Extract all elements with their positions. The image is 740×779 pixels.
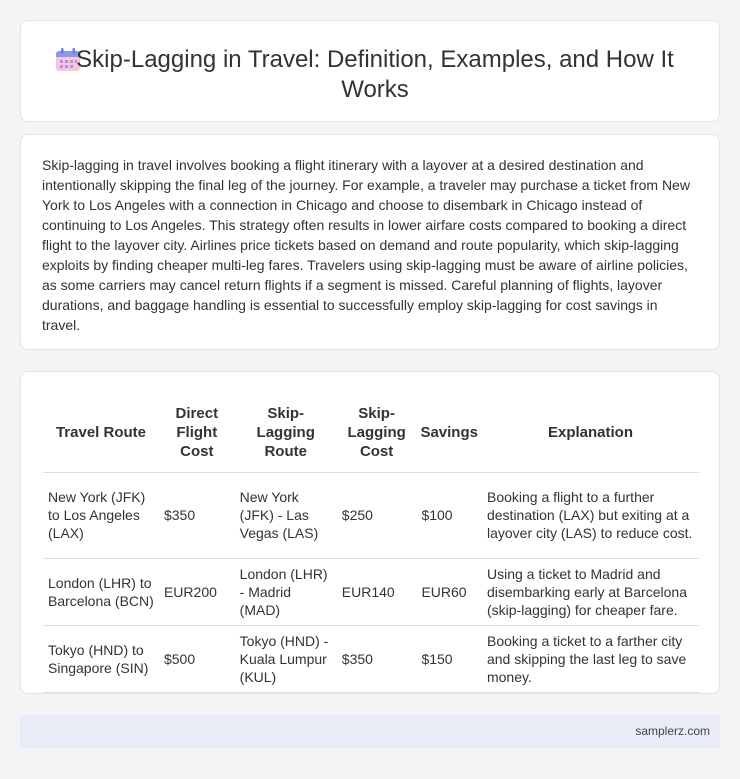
page-title: Skip-Lagging in Travel: Definition, Examples, and How It Works <box>76 46 674 103</box>
intro-paragraph: Skip-lagging in travel involves booking a flight itinerary with a layover at a desired destination and intentionally skipping the final leg of the journey. For example, a traveler may purchase a ticket from New York to Los Angeles with a connection in Chicago and choose to disembark in Chicago instead of continuing to Los Angeles. This strategy often results in lower airfare costs compared to booking a direct flight to the layover city. Airlines price tickets based on demand and route popularity, which skip-lagging exploits by finding cheaper multi-leg fares. Travelers using skip-lagging must be aware of airline policies, as some carriers may cancel return flights if a segment is missed. Careful planning of flights, layover durations, and baggage handling is essential to successfully employ skip-lagging for cost savings in travel. <box>42 157 690 333</box>
cell-skip-lagging-route: Tokyo (HND) - Kuala Lumpur (KUL) <box>235 625 337 692</box>
cell-savings: $150 <box>416 625 482 692</box>
cell-direct-flight-cost: EUR200 <box>159 558 235 625</box>
intro-card <box>20 134 720 350</box>
cell-explanation: Booking a ticket to a farther city and skipping the last leg to save money. <box>482 625 699 692</box>
header-direct-flight-cost: Direct Flight Cost <box>159 392 235 472</box>
footer-bar <box>20 715 720 748</box>
footer-site-link[interactable]: samplerz.com <box>635 724 710 738</box>
cell-explanation: Booking a flight to a further destination (LAX) but exiting at a layover city (LAS) to reduce cost. <box>482 472 699 558</box>
cell-travel-route: New York (JFK) to Los Angeles (LAX) <box>43 472 159 558</box>
header-explanation: Explanation <box>482 392 699 472</box>
table-row <box>43 472 699 558</box>
comparison-table <box>43 392 699 693</box>
header-skip-lagging-route: Skip-Lagging Route <box>235 392 337 472</box>
title-card <box>20 20 720 122</box>
cell-skip-lagging-cost: $250 <box>337 472 417 558</box>
cell-savings: EUR60 <box>416 558 482 625</box>
cell-travel-route: London (LHR) to Barcelona (BCN) <box>43 558 159 625</box>
cell-savings: $100 <box>416 472 482 558</box>
cell-skip-lagging-route: London (LHR) - Madrid (MAD) <box>235 558 337 625</box>
table-row <box>43 625 699 692</box>
comparison-table-card <box>20 371 720 694</box>
cell-skip-lagging-route: New York (JFK) - Las Vegas (LAS) <box>235 472 337 558</box>
table-header-row <box>43 392 699 472</box>
cell-direct-flight-cost: $350 <box>159 472 235 558</box>
cell-explanation: Using a ticket to Madrid and disembarking early at Barcelona (skip-lagging) for cheaper fare. <box>482 558 699 625</box>
cell-skip-lagging-cost: $350 <box>337 625 417 692</box>
header-savings: Savings <box>416 392 482 472</box>
cell-skip-lagging-cost: EUR140 <box>337 558 417 625</box>
table-row <box>43 558 699 625</box>
header-skip-lagging-cost: Skip-Lagging Cost <box>337 392 417 472</box>
header-travel-route: Travel Route <box>43 392 159 472</box>
cell-direct-flight-cost: $500 <box>159 625 235 692</box>
cell-travel-route: Tokyo (HND) to Singapore (SIN) <box>43 625 159 692</box>
